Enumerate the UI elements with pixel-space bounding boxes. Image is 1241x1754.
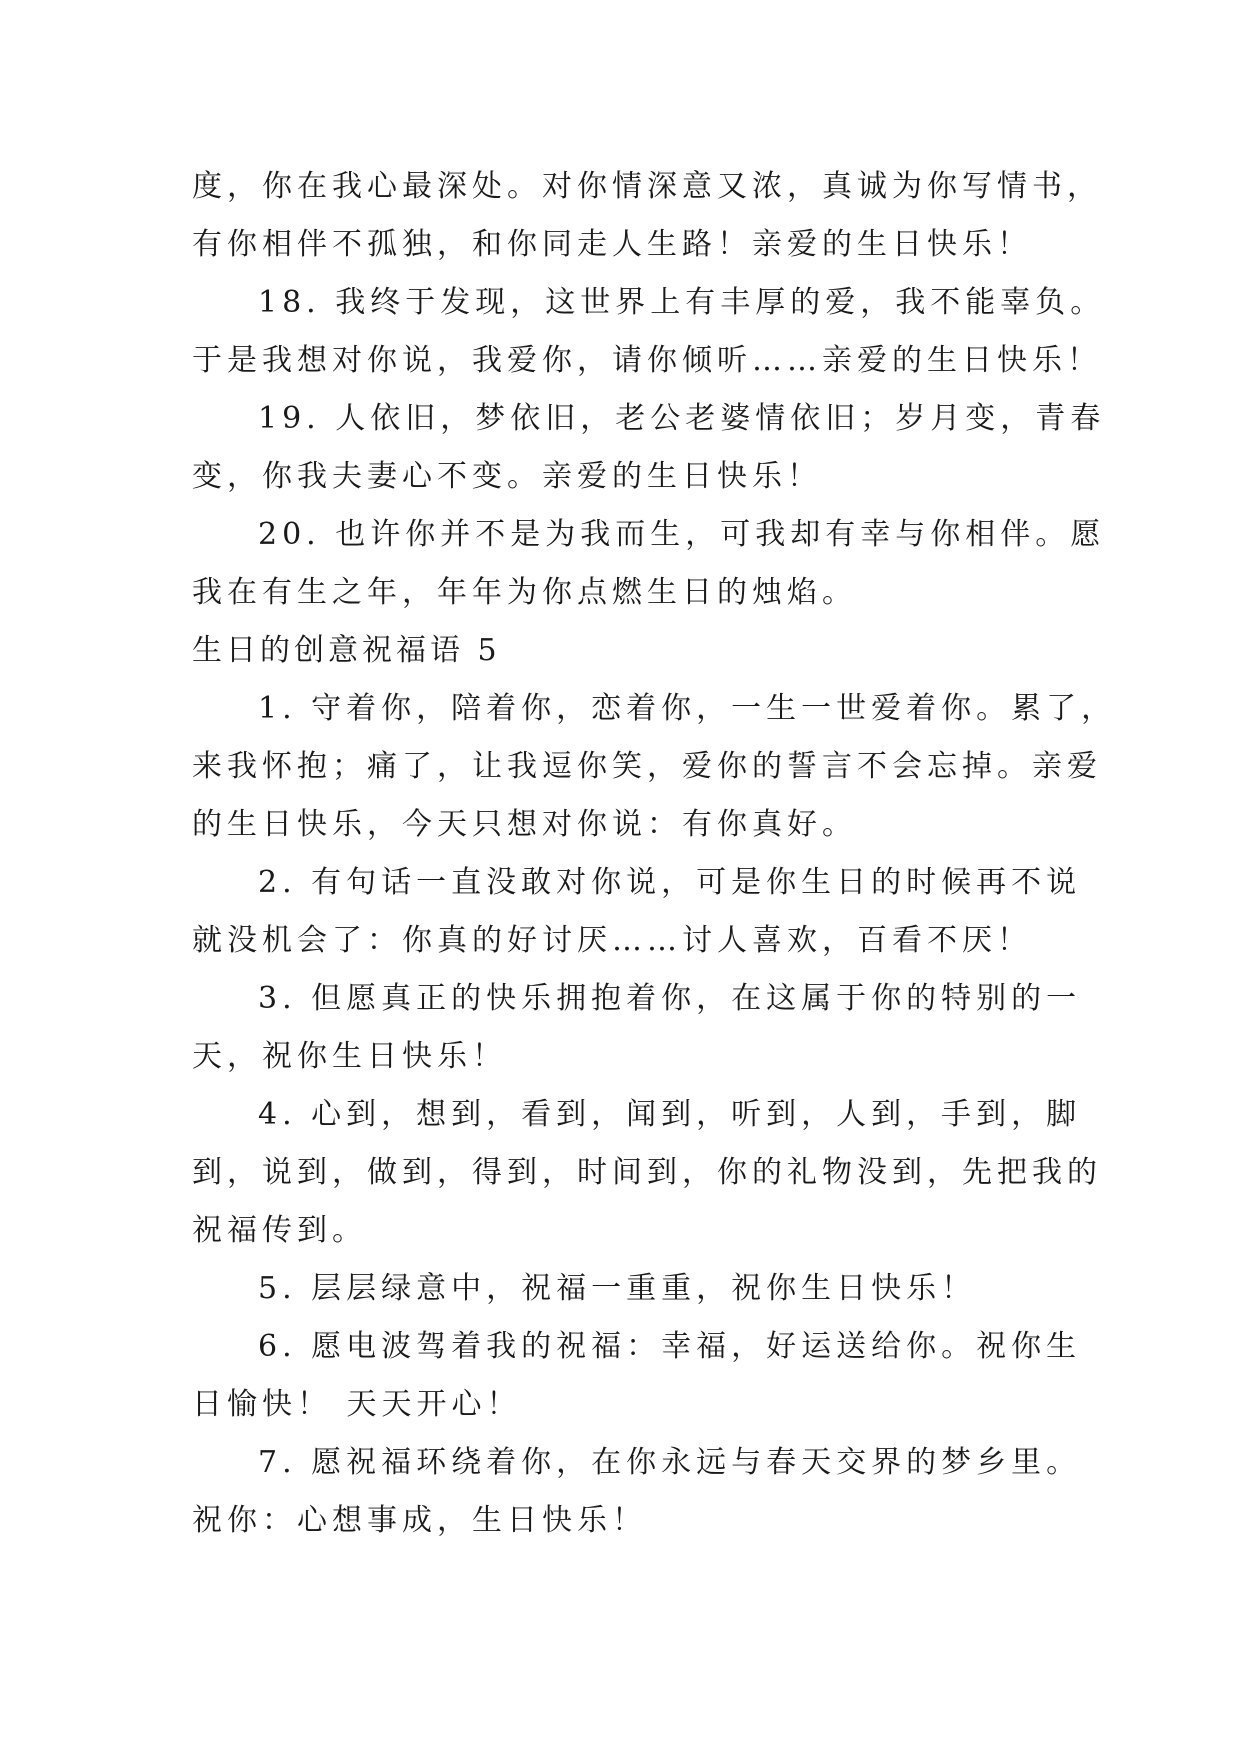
text-line: 日愉快！ 天天开心！ — [192, 1387, 522, 1422]
wish-item-1: 1. 守着你，陪着你，恋着你，一生一世爱着你。累了， — [258, 691, 1117, 726]
wish-item-3: 3. 但愿真正的快乐拥抱着你，在这属于你的特别的一 — [258, 981, 1082, 1016]
wish-item-20: 20. 也许你并不是为我而生，可我却有幸与你相伴。愿 — [258, 517, 1106, 552]
text-line: 度，你在我心最深处。对你情深意又浓，真诚为你写情书， — [192, 169, 1102, 204]
wish-item-5: 5. 层层绿意中，祝福一重重，祝你生日快乐！ — [258, 1271, 977, 1306]
wish-item-18: 18. 我终于发现，这世界上有丰厚的爱，我不能辜负。 — [258, 285, 1106, 320]
wish-item-4: 4. 心到，想到，看到，闻到，听到，人到，手到，脚 — [258, 1097, 1082, 1132]
wish-item-2: 2. 有句话一直没敢对你说，可是你生日的时候再不说 — [258, 865, 1082, 900]
wish-item-6: 6. 愿电波驾着我的祝福：幸福，好运送给你。祝你生 — [258, 1329, 1082, 1364]
text-line: 变，你我夫妻心不变。亲爱的生日快乐！ — [192, 459, 822, 494]
wish-item-7: 7. 愿祝福环绕着你，在你永远与春天交界的梦乡里。 — [258, 1445, 1082, 1480]
section-heading: 生日的创意祝福语 5 — [192, 633, 501, 668]
text-line: 我在有生之年，年年为你点燃生日的烛焰。 — [192, 575, 857, 610]
wish-item-19: 19. 人依旧，梦依旧，老公老婆情依旧；岁月变，青春 — [258, 401, 1106, 436]
text-line: 祝你：心想事成，生日快乐！ — [192, 1503, 647, 1538]
text-line: 于是我想对你说，我爱你，请你倾听……亲爱的生日快乐！ — [192, 343, 1102, 378]
text-line: 就没机会了：你真的好讨厌……讨人喜欢，百看不厌！ — [192, 923, 1032, 958]
text-line: 天，祝你生日快乐！ — [192, 1039, 507, 1074]
text-line: 的生日快乐，今天只想对你说：有你真好。 — [192, 807, 857, 842]
text-line: 到，说到，做到，得到，时间到，你的礼物没到，先把我的 — [192, 1155, 1102, 1190]
text-line: 有你相伴不孤独，和你同走人生路！亲爱的生日快乐！ — [192, 227, 1032, 262]
text-line: 来我怀抱；痛了，让我逗你笑，爱你的誓言不会忘掉。亲爱 — [192, 749, 1102, 784]
text-line: 祝福传到。 — [192, 1213, 367, 1248]
document-page — [192, 158, 1117, 1550]
